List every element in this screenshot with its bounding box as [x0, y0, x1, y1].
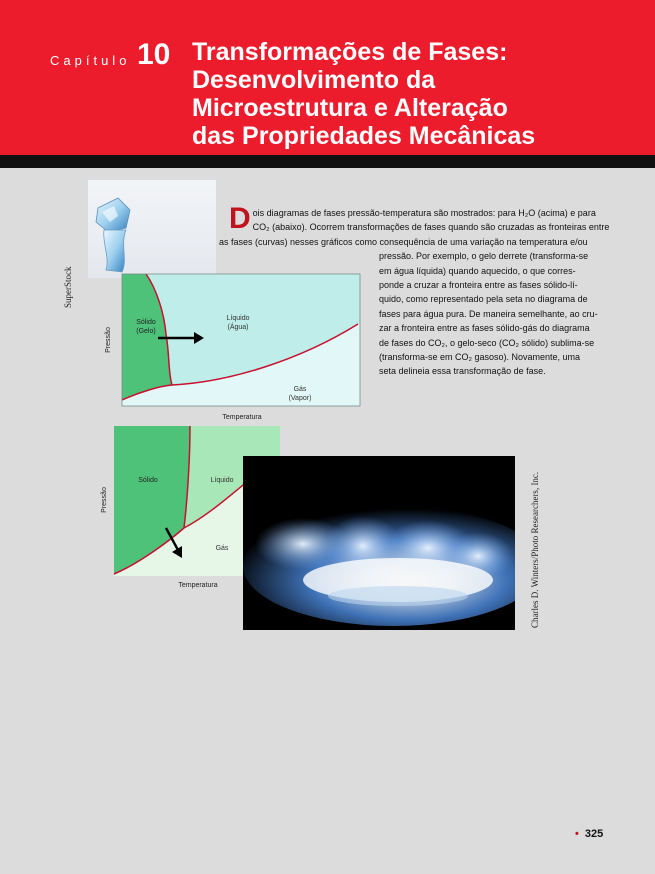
intro-line: (transforma-se em CO₂ gasoso). Novamente, uma [379, 352, 581, 363]
photo-credit-winters: Charles D. Winters/Photo Researchers, Inc. [530, 471, 540, 628]
region-label-liquid: Líquido [210, 477, 234, 484]
drop-cap: D [229, 202, 251, 235]
intro-line: seta delineia essa transformação de fase. [379, 366, 546, 377]
banner-bottom-strip [0, 155, 655, 168]
intro-line: pressão. Por exemplo, o gelo derrete (transforma-se [379, 251, 589, 262]
region-label-gas: Gás [215, 545, 229, 552]
chapter-label: Capítulo [50, 53, 131, 68]
region-label-liquid-sub: (Água) [227, 324, 249, 331]
intro-line: ponde a cruzar a fronteira entre as fases sólido-lí- [379, 280, 578, 291]
intro-line: de fases do CO₂, o gelo-seco (CO₂ sólido) sublima-se [379, 337, 595, 348]
y-axis-label: Pressão [101, 487, 108, 513]
intro-line: em água líquida) quando aquecido, o que corres- [379, 265, 576, 276]
intro-line: CO₂ (abaixo). Ocorrem transformações de fases quando são cruzadas as fronteiras entre [252, 222, 610, 233]
chapter-title-line: das Propriedades Mecânicas [192, 122, 536, 150]
chapter-title-line: Microestrutura e Alteração [192, 94, 508, 122]
chapter-title-line: Desenvolvimento da [192, 66, 436, 94]
region-label-solid: Sólido [136, 319, 156, 326]
bullet-icon: • [575, 828, 579, 840]
dry-ice-illustration [243, 456, 515, 630]
x-axis-label: Temperatura [178, 582, 218, 589]
page-number [575, 828, 603, 840]
region-label-solid-sub: (Gelo) [136, 328, 156, 335]
region-label-solid: Sólido [138, 477, 158, 484]
ice-cube-illustration [88, 180, 216, 278]
chapter-title [192, 38, 632, 150]
intro-line: fases para água pura. De maneira semelhante, ao cru- [379, 308, 598, 319]
chapter-title-line: Transformações de Fases: [192, 38, 508, 66]
intro-line: as fases (curvas) nesses gráficos como consequência de uma variação na temperatura e/ou [219, 236, 588, 247]
intro-line: ois diagramas de fases pressão-temperatura são mostrados: para H₂O (acima) e para [252, 208, 596, 218]
page-number-value: 325 [584, 828, 604, 840]
region-label-gas: Gás [293, 386, 307, 393]
dry-ice-photo [243, 456, 515, 630]
ice-cube-photo [88, 180, 216, 278]
x-axis-label: Temperatura [222, 414, 262, 421]
region-label-gas-sub: (Vapor) [288, 395, 312, 402]
intro-line: quido, como representado pela seta no diagrama de [379, 294, 588, 305]
chapter-number: 10 [137, 38, 171, 71]
y-axis-label: Pressão [105, 327, 112, 353]
intro-line: zar a fronteira entre as fases sólido-gás do diagrama [379, 323, 590, 334]
photo-credit-superstock: SuperStock [63, 266, 73, 308]
intro-paragraph [219, 202, 610, 379]
region-label-liquid: Líquido [226, 315, 250, 322]
